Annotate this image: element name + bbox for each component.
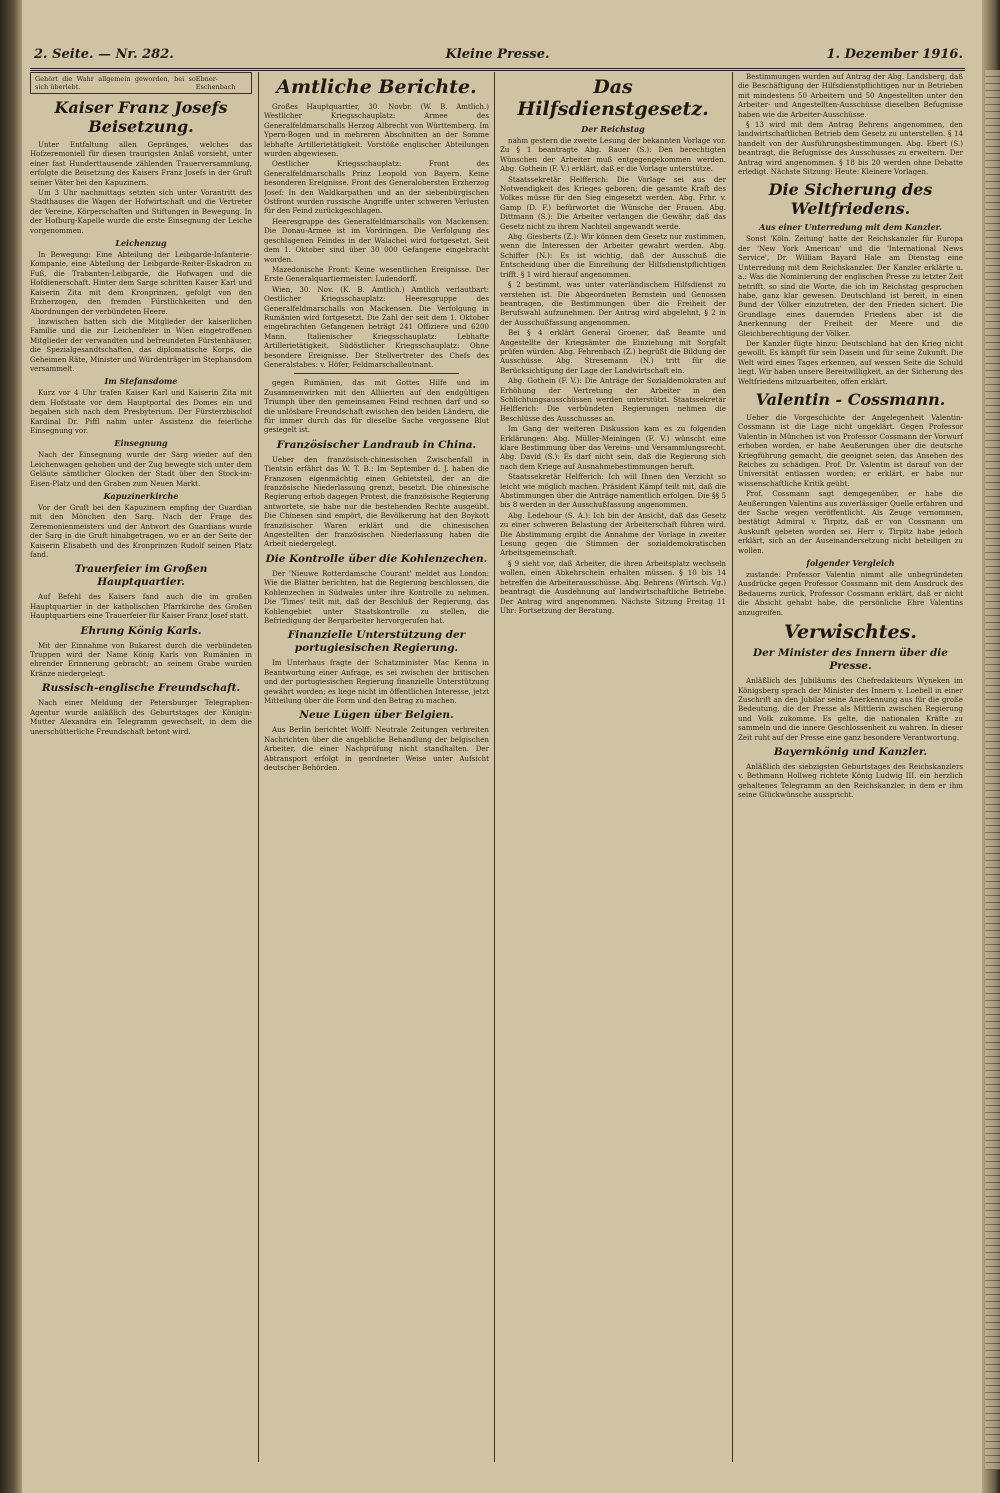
- subheading: Aus einer Unterredung mit dem Kanzler.: [759, 222, 942, 233]
- article-paragraph: Nach einer Meldung der Petersburger Telegraphen-Agentur wurde anläßlich des Geburtstages der Königin-Mutter Alexandra ein Telegramm gewechselt, in dem die unerschütterliche Freundschaft betont wird.: [30, 698, 252, 736]
- article-paragraph: Heeresgruppe des Generalfeldmarschalls von Mackensen: Die Donau-Armee ist im Vordringen. Die Verfolgung des geschlagenen Feindes in der Walachei wird fortgesetzt. Seit dem 1. Oktober sind über 30 000 Gefangene eingebracht worden.: [264, 216, 489, 264]
- article-paragraph: Nach der Einsegnung wurde der Sarg wieder auf den Leichenwagen gehoben und der Zug bewegte sich unter dem Geläute sämtlicher Glocken der Stadt über den Stock-im-Eisen-Platz und den Graben zum Neuen Markt.: [30, 450, 252, 488]
- column-rule: [494, 72, 495, 1462]
- article-headline: Kaiser Franz Josefs Beisetzung.: [54, 98, 228, 136]
- article-paragraph: Abg. Gothein (F. V.): Die Anträge der Sozialdemokraten auf Erhöhung der Vertretung der Arbeiter in den Schlichtungsausschüssen werden unterstützt. Staatssekretär Helfferich: Die verbündeten Regierungen nehmen die Beschlüsse des Ausschusses an.: [500, 376, 726, 423]
- article-paragraph: Vor der Gruft bei den Kapuzinern empfing der Guardian mit den Mönchen den Sarg. Nach der Frage des Zeremonienmeisters und der Antwort des Guardians wurde der Sarg in die Gruft hinabgetragen, wo er an der Seite der Kaiserin Elisabeth und des Kronprinzen Rudolf seinen Platz fand.: [30, 503, 252, 560]
- article-headline: Russisch-englische Freundschaft.: [41, 682, 241, 695]
- article-paragraph: Mazedonische Front: Keine wesentlichen Ereignisse. Der Erste Generalquartiermeister: Ludendorff.: [264, 264, 489, 284]
- column-4: [738, 72, 963, 1462]
- article-paragraph: Prof. Cossmann sagt demgegenüber, er habe die Aeußerungen Valentins aus zuverlässiger Quelle erfahren und der Sache wegen veröffentlicht. Als Zeuge vernommen, bestätigt Admiral v. Tirpitz, daß er von Cossmann um Auskunft gebeten worden sei. Herr v. Tirpitz habe jedoch erklärt, sich an der Auseinandersetzung nicht beteiligen zu wollen.: [738, 489, 963, 555]
- article-paragraph: Bei § 4 erklärt General Groener, daß Beamte und Angestellte der Kriegsämter die Einziehung mit Sorgfalt prüfen würden. Abg. Fehrenbach (Z.) begrüßt die Bildung der Ausschüsse. Abg. Stresemann (N.) tritt für die Berücksichtigung der Lage der Landwirtschaft ein.: [500, 328, 726, 375]
- article-paragraph: Sonst 'Köln. Zeitung' hatte der Reichskanzler für Europa der 'New York American' und die 'International News Service', Dr. William Bayard Hale am Dienstag eine Unterredung mit dem Reichskanzler. Der Kanzler erklärte u. a.: Was die Nominierung der englischen Presse zu letzter Zeit betrifft, so sind die Worte, die ich im Reichstag gesprochen habe, ganz klar gewesen. Deutschland ist bereit, in einen Bund der Völker einzutreten, der den Frieden sichert. Die Grundlage eines dauernden Friedens aber ist die Anerkennung der Freiheit der Meere und die Gleichberechtigung der Völker.: [738, 234, 963, 338]
- page-header: [30, 44, 965, 71]
- article-paragraph: Großes Hauptquartier, 30. Novbr. (W. B. Amtlich.) Westlicher Kriegsschauplatz: Armee des Generalfeldmarschalls Herzog Albrecht von Württemberg. Im Ypern-Bogen und in mehreren Abschnitten an der Somme lebhafte Artillerietätigkeit. Vorstöße englischer Abteilungen wurden abgewiesen.: [264, 102, 489, 159]
- column-1: [30, 72, 252, 1462]
- article-headline: Trauerfeier im Großen Hauptquartier.: [74, 563, 208, 589]
- article-headline: Valentin - Cossmann.: [755, 389, 946, 409]
- quote-box: [30, 72, 252, 94]
- article-paragraph: Mit der Einnahme von Bukarest durch die verbündeten Truppen wird der Name König Karls von Rumänien in ehrender Erinnerung gebracht; an seinem Grabe wurden Kränze niedergelegt.: [30, 640, 252, 678]
- quote-author: Ebner-Eschenbach: [195, 75, 236, 91]
- article-paragraph: Bestimmungen wurden auf Antrag der Abg. Landsberg, daß die Beschäftigung der Hilfsdienstpflichtigen nur in Betrieben mit mindestens 50 Arbeitern und 50 Angestellten unter den Arbeiter- und Angestellten-Ausschüsse dieselben Befugnisse haben wie die Arbeiter-Ausschüsse.: [738, 72, 963, 119]
- separator: [294, 373, 459, 374]
- adjacent-page-edge: [985, 70, 1000, 1470]
- article-paragraph: Oestlicher Kriegsschauplatz: Front des Generalfeldmarschalls Prinz Leopold von Bayern. Keine besonderen Ereignisse. Front des Generalobersten Erzherzog Josef: In den Waldkarpathen und an der siebenbürgischen Ostfront wurden russische Angriffe unter schweren Verlusten für den Feind zurückgeschlagen.: [264, 159, 489, 216]
- subheading: Der Minister des Innern über die Presse.: [753, 647, 948, 673]
- article-paragraph: nahm gestern die zweite Lesung der bekannten Vorlage vor. Zu § 1 beantragte Abg. Bauer (S.): Den berechtigten Wünschen der Arbeiter muß entgegengekommen werden. Abg. Gothein (F. V.) erklärt, daß er die Vorlage unterstütze.: [500, 136, 726, 174]
- article-paragraph: Staatssekretär Helfferich: Ich will Ihnen den Verzicht so leicht wie möglich machen. Präsident Kämpf teilt mit, daß die Abstimmungen über die Anträge namentlich erfolgen. Die §§ 5 bis 8 werden in der Ausschußfassung angenommen.: [500, 472, 726, 510]
- article-paragraph: § 2 bestimmt, was unter vaterländischem Hilfsdienst zu verstehen ist. Die Abgeordneten Bernstein und Genossen beantragen, die Bestimmungen über die Freiheit der Berufswahl aufzunehmen. Der Antrag wird abgelehnt, § 2 in der Ausschußfassung angenommen.: [500, 280, 726, 327]
- article-paragraph: Im Unterhaus fragte der Schatzminister Mac Kenna in Beantwortung einer Anfrage, es sei zwischen der britischen und der portugiesischen Regierung finanzielle Unterstützung gewährt worden; es liege nicht im öffentlichen Interesse, jetzt Mitteilung über die Form und den Betrag zu machen.: [264, 658, 489, 705]
- column-rule: [258, 72, 259, 1462]
- article-paragraph: Abg. Giesberts (Z.): Wir können dem Gesetz nur zustimmen, wenn die Interessen der Arbeiter gewahrt werden. Abg. Schiffer (N.): Es ist wichtig, daß der Ausschuß die Entscheidung über die Einreihung der Hilfsdienstpflichtigen trifft. § 1 wird hierauf angenommen.: [500, 232, 726, 279]
- article-paragraph: Kurz vor 4 Uhr trafen Kaiser Karl und Kaiserin Zita mit dem Hofstaate vor dem Hauptportal des Domes ein und begaben sich nach dem Presbyterium. Der Fürsterzbischof Kardinal Dr. Piffl nahm unter Assistenz die feierliche Einsegnung vor.: [30, 388, 252, 435]
- article-paragraph: § 13 wird mit dem Antrag Behrens angenommen, den landwirtschaftlichen Betrieb dem Gesetz zu unterstellen. § 14 handelt von der Ausführungsbestimmungen. Abg. Ebert (S.) beantragt, die Befugnisse des Ausschusses zu erweitern. Der Antrag wird angenommen. § 18 bis 20 werden ohne Debatte erledigt. Nächste Sitzung: Heute: Kleinere Vorlagen.: [738, 120, 963, 177]
- column-rule: [732, 72, 733, 1462]
- article-paragraph: Inzwischen hatten sich die Mitglieder der kaiserlichen Familie und die zur Leichenfeier in Wien eingetroffenen Mitglieder der verwandten und befreundeten Fürstenhäuser, die Spezialgesandtschaften, das diplomatische Korps, die Geheimen Räte, Minister und Würdenträger im Stephansdom versammelt.: [30, 316, 252, 373]
- article-headline: Amtliche Berichte.: [276, 76, 477, 98]
- column-2: [264, 72, 489, 1462]
- article-headline: Neue Lügen über Belgien.: [299, 709, 454, 722]
- article-paragraph: Anläßlich des Jubiläums des Chefredakteurs Wyneken im Königsberg sprach der Minister des Innern v. Loebell in einer Zuschrift an den Jubilar seine Anerkennung aus für die große Bedeutung, die der Presse als Mittlerin zwischen Regierung und Volk zukomme. Es gelte, die nationalen Kräfte zu sammeln und die innere Geschlossenheit zu wahren. In dieser Zeit ruht auf der Presse eine ganz besondere Verantwortung.: [738, 676, 963, 742]
- article-paragraph: Anläßlich des siebzigsten Geburtstages des Reichskanzlers v. Bethmann Hollweg richtete König Ludwig III. ein herzlich gehaltenes Telegramm an den Reichskanzler, in dem er ihm seine Glückwünsche ausspricht.: [738, 761, 963, 800]
- article-paragraph: gegen Rumänien, das mit Gottes Hilfe und im Zusammenwirken mit den Alliierten auf den endgültigen Triumph über den gemeinsamen Feind rechnen darf und so die unlösbare Freundschaft zwischen den beiden Ländern, die für immer durch das für dieselbe Sache vergossene Blut gesiegelt ist.: [264, 378, 489, 435]
- article-paragraph: Im Gang der weiteren Diskussion kam es zu folgenden Erklärungen: Abg. Müller-Meiningen (F. V.) wünscht eine klare Bestimmung über das Vereins- und Versammlungsrecht. Abg. David (S.): Es darf nicht sein, daß die Regierung sich nach dem Kriege auf Ausnahmebestimmungen beruft.: [500, 424, 726, 471]
- subheading: Bayernkönig und Kanzler.: [773, 745, 928, 758]
- subheading: Einsegnung: [114, 438, 168, 449]
- article-paragraph: In Bewegung: Eine Abteilung der Leibgarde-Infanterie-Kompanie, eine Abteilung der Leibgarde-Reiter-Eskadron zu Fuß, die Trabanten-Leibgarde, die Hofwagen und die Hofdienerschaft. Hinter dem Sarge schritten Kaiser Karl und Kaiserin Zita mit dem Kronprinzen, gefolgt von den Erzherzogen, den fremden Fürstlichkeiten und den Abordnungen der verbündeten Heere.: [30, 250, 252, 316]
- article-headline: Die Kontrolle über die Kohlenzechen.: [265, 552, 488, 565]
- subheading: Im Stefansdome: [104, 376, 178, 387]
- article-headline: Das Hilfsdienstgesetz.: [517, 76, 709, 120]
- article-paragraph: § 9 sieht vor, daß Arbeiter, die ihren Arbeitsplatz wechseln wollen, einen Abkehrschein erhalten müssen. § 10 bis 14 betreffen die Arbeiterausschüsse. Abg. Behrens (Wirtsch. Vg.) beantragt die Ausdehnung auf landwirtschaftliche Betriebe. Der Antrag wird angenommen. Nächste Sitzung Freitag 11 Uhr: Fortsetzung der Beratung.: [500, 558, 726, 615]
- article-paragraph: Aus Berlin berichtet Wolff: Neutrale Zeitungen verbreiten Nachrichten über die angebliche Behandlung der belgischen Arbeiter, die einer Nachprüfung nicht standhalten. Der Abtransport erfolgt in geordneter Weise unter Aufsicht deutscher Behörden.: [264, 725, 489, 772]
- article-paragraph: Ueber den französisch-chinesischen Zwischenfall in Tientsin erfährt das W. T. B.: Im September d. J. haben die Franzosen eigenmächtig einen Gebietsteil, der an die französische Niederlassung grenzt, besetzt. Die chinesische Regierung erhob dagegen Protest, die französische Regierung antwortete, sie habe nur die bestehenden Rechte ausgeübt. Die Chinesen sind empört, die Bevölkerung hat den Boykott französischer Waren erklärt und die chinesischen Angestellten der französischen Niederlassung haben die Arbeit niedergelegt.: [264, 454, 489, 549]
- page-number: 2. Seite. — Nr. 282.: [34, 47, 174, 62]
- article-headline: Finanzielle Unterstützung der portugiesischen Regierung.: [287, 629, 466, 655]
- column-3: [500, 72, 726, 1462]
- article-paragraph: Abg. Ledebour (S. A.): Ich bin der Ansicht, daß das Gesetz zu einer schweren Belastung der Arbeiterschaft führen wird. Die Abstimmung ergibt die Annahme der Vorlage in zweiter Lesung gegen die Stimmen der sozialdemokratischen Arbeitsgemeinschaft.: [500, 510, 726, 558]
- newspaper-title: Kleine Presse.: [445, 47, 550, 62]
- issue-date: 1. Dezember 1916.: [826, 47, 963, 62]
- subheading: Kapuzinerkirche: [103, 491, 179, 501]
- article-headline: Die Sicherung des Weltfriedens.: [768, 180, 933, 219]
- subheading: Leichenzug: [115, 238, 167, 249]
- quote-text: Gehört die Wahr allgemein geworden, bei so sich überlebt.: [35, 75, 196, 91]
- article-paragraph: Unter Entfaltung allen Gepränges, welches das Hofzeremoniell für diesen traurigsten Anlaß vorsieht, unter einer fast Hunderttausende zählenden Trauerversammlung, erfolgte die Beisetzung des Kaisers Franz Josefs in der Gruft seiner Väter bei den Kapuzinern.: [30, 140, 252, 187]
- subheading: folgender Vergleich: [806, 558, 895, 569]
- article-paragraph: Ueber die Vorgeschichte der Angelegenheit Valentin-Cossmann ist die Lage nicht ungeklärt. Gegen Professor Valentin in München ist von Professor Cossmann der Vorwurf erhoben worden, er habe Aeußerungen über die deutsche Kriegführung gemacht, die geeignet seien, das Ansehen des Reiches zu schädigen. Prof. Dr. Valentin ist darauf von der Universität entlassen worden; er erklärt, er habe nur wissenschaftliche Kritik geübt.: [738, 412, 963, 488]
- article-headline: Französischer Landraub in China.: [276, 438, 477, 451]
- article-paragraph: Wien, 30. Nov. (K. B. Amtlich.) Amtlich verlautbart: Oestlicher Kriegsschauplatz: Heeresgruppe des Generalfeldmarschalls von Mackensen. Die Verfolgung in Rumänien wird fortgesetzt. Die Zahl der seit dem 1. Oktober eingebrachten Gefangenen beträgt 241 Offiziere und 6200 Mann. Italienischer Kriegsschauplatz: Lebhafte Artillerietätigkeit. Südöstlicher Kriegsschauplatz: Ohne besondere Ereignisse. Der Stellvertreter des Chefs des Generalstabes: v. Höfer, Feldmarschalleutnant.: [264, 284, 489, 369]
- article-paragraph: Der Kanzler fügte hinzu: Deutschland hat den Krieg nicht gewollt. Es kämpft für sein Dasein und für seine Zukunft. Die Welt wird eines Tages erkennen, auf wessen Seite die Schuld liegt. Wir haben unsere Bereitwilligkeit, an der Sicherung des Weltfriedens mitzuarbeiten, offen erklärt.: [738, 338, 963, 386]
- book-binding: [0, 0, 22, 1493]
- article-headline: Verwischtes.: [784, 621, 917, 644]
- subheading: Der Reichstag: [581, 124, 645, 134]
- article-paragraph: zustande: Professor Valentin nimmt alle unbegründeten Ausdrücke gegen Professor Cossmann mit dem Ausdruck des Bedauerns zurück, Professor Cossmann erklärt, daß er nicht die Absicht gehabt habe, die persönliche Ehre Valentins anzugreifen.: [738, 570, 963, 617]
- article-paragraph: Der 'Nieuwe Rotterdamsche Courant' meldet aus London: Wie die Blätter berichten, hat die Regierung beschlossen, die Kohlenzechen in Südwales unter ihre Kontrolle zu nehmen. Die 'Times' teilt mit, daß der Beschluß der Regierung, das Kohlengebiet unter Staatskontrolle zu stellen, die Befriedigung der Bergarbeiter hervorgerufen hat.: [264, 568, 489, 625]
- article-headline: Ehrung König Karls.: [80, 624, 202, 637]
- article-paragraph: Um 3 Uhr nachmittags setzten sich unter Vorantritt des Stadthauses die Wagen der Hofwirtschaft und die Vertreter der Vereine, Körperschaften und Stiftungen in Bewegung. In der Hofburg-Kapelle wurde die erste Einsegnung der Leiche vorgenommen.: [30, 188, 252, 235]
- article-paragraph: Staatssekretär Helfferich: Die Vorlage sei aus der Notwendigkeit des Krieges geboren; die gesamte Kraft des Volkes müsse für den Sieg eingesetzt werden. Abg. Frhr. v. Gamp (D. F.) befürwortet die Wünsche der Frauen. Abg. Dittmann (S.): Die Arbeiter verlangen die Gewähr, daß das Gesetz nicht zu ihrem Nachteil angewandt werde.: [500, 174, 726, 231]
- article-paragraph: Auf Befehl des Kaisers fand auch die im großen Hauptquartier in der katholischen Pfarrkirche des Großen Hauptquartiers eine Trauerfeier für Kaiser Franz Josef statt.: [30, 592, 252, 621]
